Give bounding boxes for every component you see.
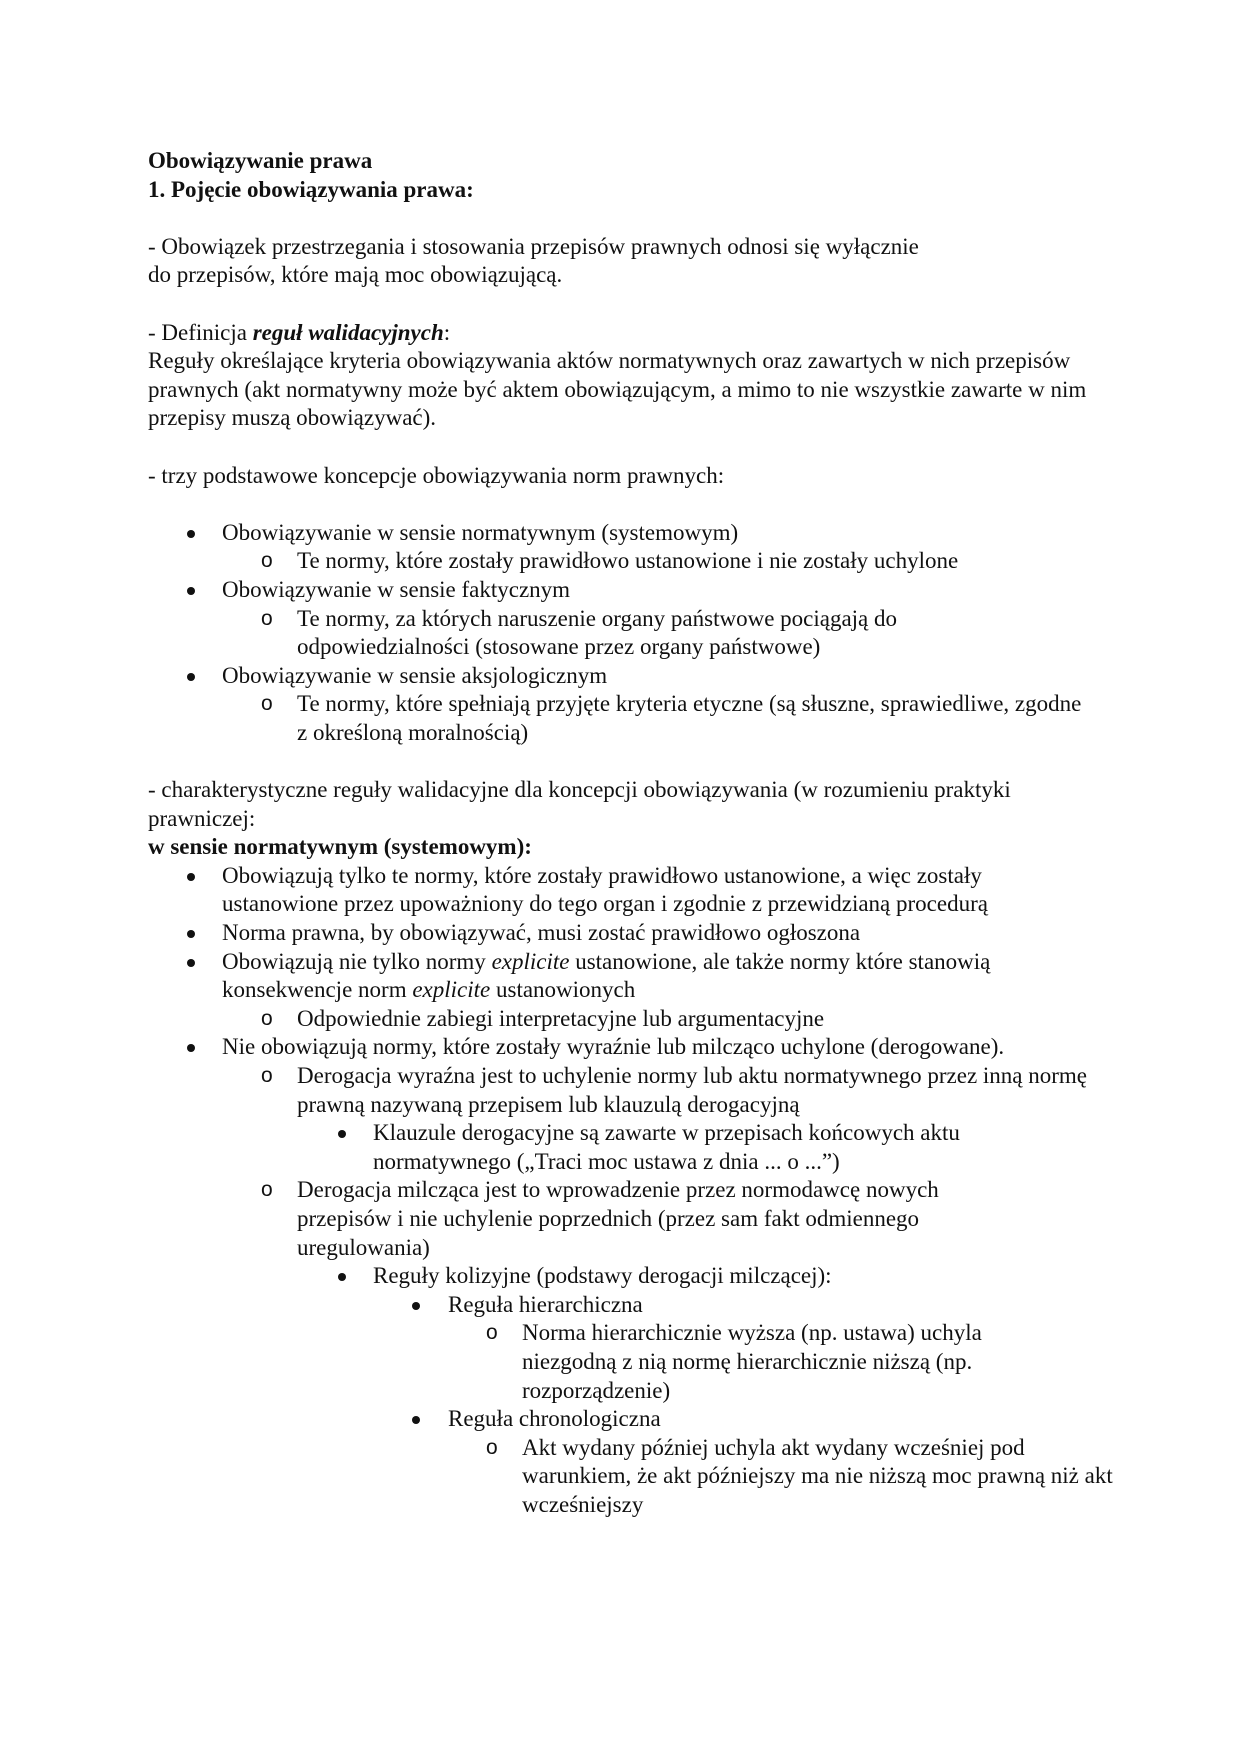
paragraph-obligation: - Obowiązek przestrzegania i stosowania przepisów prawnych odnosi się wyłącznie do przepisów, które mają moc obowiązującą.	[148, 233, 919, 288]
list-item: Nie obowiązują normy, które zostały wyraźnie lub milcząco uchylone (derogowane).	[148, 1033, 1098, 1062]
list-item: Reguła hierarchiczna	[148, 1291, 1098, 1320]
document-page	[148, 147, 1113, 1520]
list-item: o Odpowiednie zabiegi interpretacyjne lub argumentacyjne	[148, 1005, 1098, 1034]
document-title: Obowiązywanie prawa	[148, 148, 373, 173]
circle-bullet-icon: o	[261, 692, 273, 716]
list-item: o Te normy, za których naruszenie organy państwowe pociągają do odpowiedzialności (stosowane przez organy państwowe)	[261, 605, 898, 660]
section-heading: 1. Pojęcie obowiązywania prawa:	[148, 176, 474, 202]
list-item: Obowiązują nie tylko normy explicite ustanowione, ale także normy które stanowią konsekwencje norm explicite ustanowionych	[148, 948, 1052, 1005]
circle-bullet-icon: o	[261, 606, 273, 630]
list-item: Norma prawna, by obowiązywać, musi zostać prawidłowo ogłoszona	[148, 919, 1098, 948]
circle-bullet-icon: o	[261, 1064, 273, 1087]
paragraph-concepts-intro: - trzy podstawowe koncepcje obowiązywania norm prawnych:	[148, 462, 725, 488]
list-item: o Te normy, które spełniają przyjęte kryteria etyczne (są słuszne, sprawiedliwe, zgodne z określoną moralnością)	[261, 691, 1082, 745]
spacer	[148, 204, 1098, 233]
circle-bullet-icon: o	[261, 1178, 273, 1202]
spacer	[148, 290, 1098, 319]
bullet-icon	[187, 959, 195, 967]
list-item: Obowiązywanie w sensie normatywnym (systemowym)	[148, 519, 1098, 548]
spacer	[148, 747, 1098, 776]
circle-bullet-icon: o	[261, 1006, 273, 1030]
circle-bullet-icon: o	[486, 1435, 498, 1459]
list-item: Reguły kolizyjne (podstawy derogacji milczącej):	[148, 1262, 1098, 1291]
list-item: Klauzule derogacyjne są zawarte w przepisach końcowych aktu normatywnego („Traci moc ustawa z dnia ... o ...”)	[148, 1119, 1078, 1176]
list-item: Obowiązywanie w sensie faktycznym	[148, 576, 1098, 605]
list-item: Obowiązywanie w sensie aksjologicznym	[148, 662, 1098, 691]
spacer	[148, 490, 1098, 519]
bullet-icon	[187, 673, 195, 681]
circle-bullet-icon: o	[261, 549, 273, 573]
paragraph-validation-rules-intro: - charakterystyczne reguły walidacyjne dla koncepcji obowiązywania (w rozumieniu praktyki prawniczej:	[148, 777, 1011, 831]
bullet-icon	[338, 1273, 346, 1281]
list-item: o Akt wydany później uchyla akt wydany wcześniej pod warunkiem, że akt późniejszy ma nie niższą moc prawną niż akt wcześniejszy	[486, 1434, 1113, 1517]
list-item: o Derogacja milcząca jest to wprowadzenie przez normodawcę nowych przepisów i nie uchylenie poprzednich (przez sam fakt odmiennego uregulowania)	[261, 1177, 939, 1260]
circle-bullet-icon: o	[486, 1321, 498, 1345]
list-item: o Norma hierarchicznie wyższa (np. ustawa) uchyla niezgodną z nią normę hierarchicznie niższą (np. rozporządzenie)	[486, 1320, 982, 1403]
defined-term: reguł walidacyjnych	[252, 319, 444, 345]
bullet-icon	[187, 530, 195, 538]
bullet-icon	[338, 1130, 346, 1138]
paragraph-definition: Reguły określające kryteria obowiązywania aktów normatywnych oraz zawartych w nich przepisów prawnych (akt normatywny może być aktem obowiązującym, a mimo to nie wszystkie zawarte w nim przepisy muszą obowiązywać).	[148, 348, 1087, 431]
bullet-icon	[187, 587, 195, 595]
list-item: o Derogacja wyraźna jest to uchylenie normy lub aktu normatywnego przez inną normę prawną nazywaną przepisem lub klauzulą derogacyjną	[261, 1063, 1088, 1117]
list-item: Reguła chronologiczna	[148, 1405, 1098, 1434]
bullet-icon	[187, 930, 195, 938]
bullet-icon	[412, 1416, 420, 1424]
subheading-normative: w sensie normatywnym (systemowym):	[148, 834, 532, 860]
bullet-icon	[412, 1302, 420, 1310]
bullet-icon	[187, 1044, 195, 1052]
spacer	[148, 433, 1098, 462]
list-item: o Te normy, które zostały prawidłowo ustanowione i nie zostały uchylone	[148, 547, 1098, 576]
list-item: Obowiązują tylko te normy, które zostały prawidłowo ustanowione, a więc zostały ustanowione przez upoważniony do tego organ i zgodnie z przewidzianą procedurą	[148, 862, 1022, 919]
paragraph-definition-heading: - Definicja reguł walidacyjnych:	[148, 319, 451, 345]
bullet-icon	[187, 873, 195, 881]
